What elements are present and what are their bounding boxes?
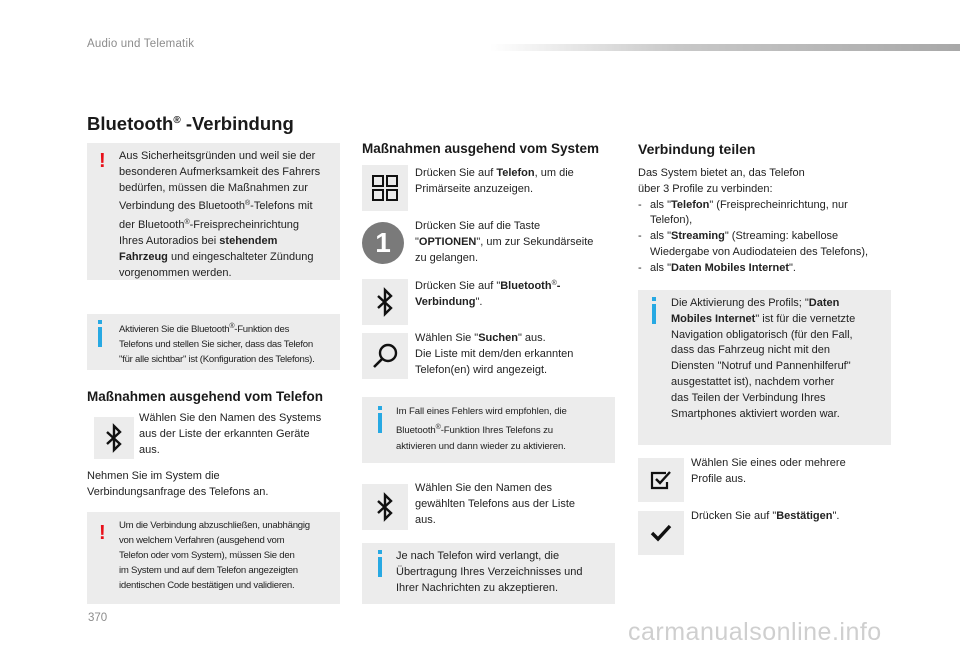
phone-step-text: Wählen Sie den Namen des Systems aus der Liste der erkannten Geräte aus. <box>139 412 322 456</box>
bluetooth-icon <box>362 484 408 530</box>
exclamation-icon: ! <box>99 522 106 544</box>
list-item: - als "Telefon" (Freisprecheinrichtung, nur Telefon), <box>638 198 898 230</box>
error-info-box: Im Fall eines Fehlers wird empfohlen, die Bluetooth®-Funktion Ihres Telefons zu aktivieren und dann wieder zu aktivieren. <box>362 397 615 463</box>
check-icon <box>638 511 684 555</box>
page-number: 370 <box>88 612 108 624</box>
section-header: Audio und Telematik <box>87 38 195 50</box>
system-section-heading: Maßnahmen ausgehend vom System <box>362 141 600 156</box>
grid-icon <box>362 165 408 211</box>
list-item: - als "Streaming" (Streaming: kabellose Wiedergabe von Audiodateien des Telefons), <box>638 229 898 261</box>
page-title: Bluetooth® -Verbindung <box>87 113 294 134</box>
phone-accept-text: Nehmen Sie im System die Verbindungsanfrage des Telefons an. <box>87 470 269 498</box>
share-intro-text: Das System bietet an, das Telefon über 3 Profile zu verbinden: - als "Telefon" (Freisprecheinrichtung, nur Telefon), - als "Streaming" (Streaming: kabellose Wiedergabe von Audiodateien des Telefons), - als "Daten Mobiles Internet". <box>638 166 898 277</box>
phone-section-heading: Maßnahmen ausgehend vom Telefon <box>87 389 324 404</box>
header-bar <box>490 44 960 51</box>
bluetooth-icon <box>362 279 408 325</box>
watermark: carmanualsonline.info <box>628 618 882 646</box>
info-icon <box>378 557 382 577</box>
bluetooth-icon <box>94 417 134 459</box>
info-icon <box>98 327 102 347</box>
exclamation-icon: ! <box>99 150 106 172</box>
visibility-info-box: Aktivieren Sie die Bluetooth®-Funktion des Telefons und stellen Sie sicher, dass das Telefon "für alle sichtbar" ist (Konfiguration des Telefons). <box>87 314 340 370</box>
system-step1-text: Drücken Sie auf Telefon, um die Primärseite anzuzeigen. <box>415 167 574 195</box>
system-step5-text: Wählen Sie den Namen des gewählten Telefons aus der Liste aus. <box>415 482 576 526</box>
safety-warning-box: ! Aus Sicherheitsgründen und weil sie der besonderen Aufmerksamkeit des Fahrers bedürfen, müssen die Maßnahmen zur Verbindung des Bluetooth®-Telefons mit der Bluetooth®-Freisprecheinrichtung Ihres Autoradios bei stehendem Fahrzeug und eingeschalteter Zündung vorgenommen werden. <box>87 143 340 280</box>
share-step1-text: Wählen Sie eines oder mehrere Profile aus. <box>691 457 846 485</box>
info-icon <box>652 304 656 324</box>
profile-info-box: Die Aktivierung des Profils; "Daten Mobiles Internet" ist für die vernetzte Navigation obligatorisch (für den Fall, dass das Fahrzeug nicht mit den Diensten "Notruf und Pannenhilferuf" ausgestattet ist), nachdem vorher das Teilen der Verbindung Ihres Smartphones aktiviert worden war. <box>638 290 891 445</box>
checkbox-icon <box>638 458 684 502</box>
system-step4-text: Wählen Sie "Suchen" aus. Die Liste mit dem/den erkannten Telefon(en) wird angezeigt. <box>415 332 574 376</box>
profile-list <box>638 198 898 277</box>
step-number-badge: 1 <box>362 222 404 264</box>
share-section-heading: Verbindung teilen <box>638 141 756 157</box>
search-icon <box>362 333 408 379</box>
share-step2-text: Drücken Sie auf "Bestätigen". <box>691 510 840 522</box>
info-icon <box>378 413 382 433</box>
list-item: - als "Daten Mobiles Internet". <box>638 261 898 277</box>
code-warning-box: ! Um die Verbindung abzuschließen, unabhängig von welchem Verfahren (ausgehend vom Telefon oder vom System), müssen Sie den im System und auf dem Telefon angezeigten identischen Code bestätigen und validieren. <box>87 512 340 604</box>
accept-info-box: Je nach Telefon wird verlangt, die Übertragung Ihres Verzeichnisses und Ihrer Nachrichten zu akzeptieren. <box>362 543 615 604</box>
system-step3-text: Drücken Sie auf "Bluetooth®- Verbindung". <box>415 280 561 308</box>
system-step2-text: Drücken Sie auf die Taste "OPTIONEN", um zur Sekundärseite zu gelangen. <box>415 220 594 264</box>
